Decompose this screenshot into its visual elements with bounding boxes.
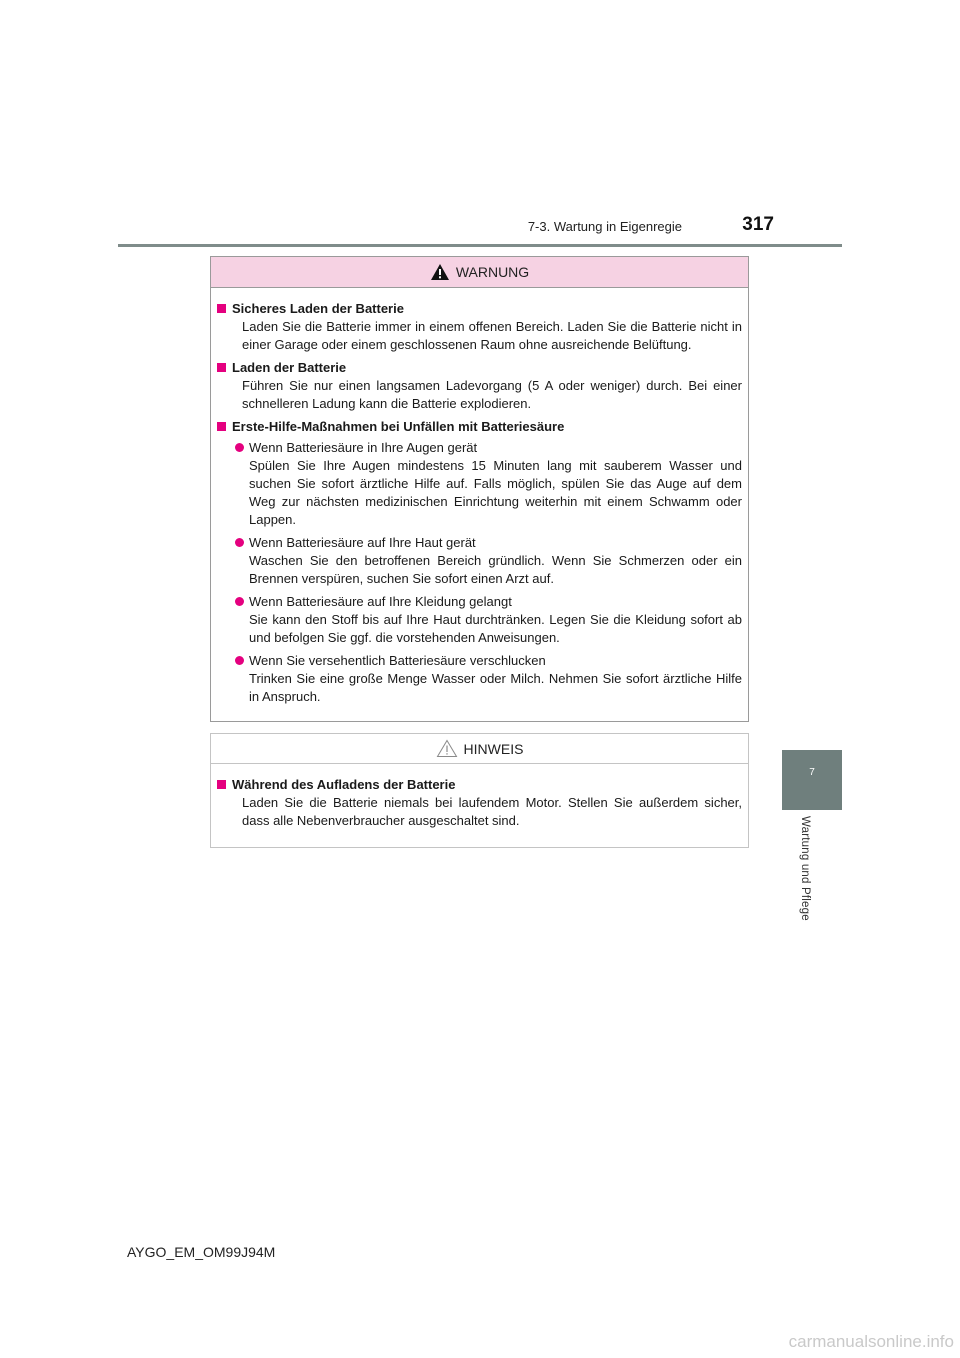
watermark: carmanualsonline.info — [788, 1332, 954, 1351]
round-bullet-icon — [235, 538, 244, 547]
item-text: Waschen Sie den betroffenen Bereich gründlich. Wenn Sie Schmerzen oder ein Brennen verspüren, suchen Sie sofort einen Arzt auf. — [249, 553, 742, 586]
section-heading: Sicheres Laden der Batterie — [232, 301, 404, 316]
warning-box — [210, 256, 749, 722]
round-bullet-icon — [235, 443, 244, 452]
header-divider — [118, 244, 842, 247]
item-text: Sie kann den Stoff bis auf Ihre Haut durchtränken. Legen Sie die Kleidung sofort ab und befolgen Sie ggf. die vorstehenden Anweisungen. — [249, 612, 742, 645]
note-header — [211, 734, 748, 764]
warning-section — [217, 359, 742, 413]
note-heading: HINWEIS — [463, 740, 524, 757]
item-title: Wenn Sie versehentlich Batteriesäure verschlucken — [249, 653, 546, 668]
item-title: Wenn Batteriesäure auf Ihre Kleidung gelangt — [249, 594, 512, 609]
list-item — [217, 652, 742, 706]
list-item — [217, 534, 742, 588]
warning-section — [217, 300, 742, 354]
section-text: Laden Sie die Batterie immer in einem offenen Bereich. Laden Sie die Batterie nicht in einer Garage oder einem geschlossenen Raum ohne ausreichende Belüftung. — [242, 319, 742, 352]
square-bullet-icon — [217, 422, 226, 431]
square-bullet-icon — [217, 363, 226, 372]
item-title: Wenn Batteriesäure auf Ihre Haut gerät — [249, 535, 476, 550]
list-item — [217, 439, 742, 529]
caution-triangle-icon — [436, 739, 458, 758]
warning-triangle-icon — [430, 263, 450, 281]
section-heading: Laden der Batterie — [232, 360, 347, 375]
item-text: Trinken Sie eine große Menge Wasser oder Milch. Nehmen Sie sofort ärztliche Hilfe in Anspruch. — [249, 671, 742, 704]
square-bullet-icon — [217, 304, 226, 313]
document-code: AYGO_EM_OM99J94M — [127, 1244, 276, 1260]
list-item — [217, 593, 742, 647]
round-bullet-icon — [235, 597, 244, 606]
section-heading: Erste-Hilfe-Maßnahmen bei Unfällen mit Batteriesäure — [232, 419, 565, 434]
item-text: Spülen Sie Ihre Augen mindestens 15 Minuten lang mit sauberem Wasser und suchen Sie sofort ärztliche Hilfe auf. Falls möglich, spülen Sie das Auge auf dem Weg zur nächsten medizinischen Einrichtung weiterhin mit einem Schwamm oder Lappen. — [249, 458, 742, 527]
item-title: Wenn Batteriesäure in Ihre Augen gerät — [249, 440, 478, 455]
section-heading: Während des Aufladens der Batterie — [232, 777, 456, 792]
chapter-tab: 7 — [782, 750, 842, 810]
warning-section — [217, 418, 742, 706]
warning-heading: WARNUNG — [455, 264, 530, 280]
round-bullet-icon — [235, 656, 244, 665]
page-number: 317 — [742, 214, 774, 235]
section-text: Führen Sie nur einen langsamen Ladevorgang (5 A oder weniger) durch. Bei einer schnelleren Ladung kann die Batterie explodieren. — [242, 378, 742, 411]
note-section — [217, 776, 742, 830]
chapter-title: Wartung und Pflege — [799, 816, 811, 921]
square-bullet-icon — [217, 780, 226, 789]
note-box — [210, 733, 749, 848]
section-title: 7-3. Wartung in Eigenregie — [527, 219, 682, 234]
warning-header — [211, 257, 748, 288]
section-text: Laden Sie die Batterie niemals bei laufendem Motor. Stellen Sie außerdem sicher, dass alle Nebenverbraucher ausgeschaltet sind. — [242, 795, 742, 828]
